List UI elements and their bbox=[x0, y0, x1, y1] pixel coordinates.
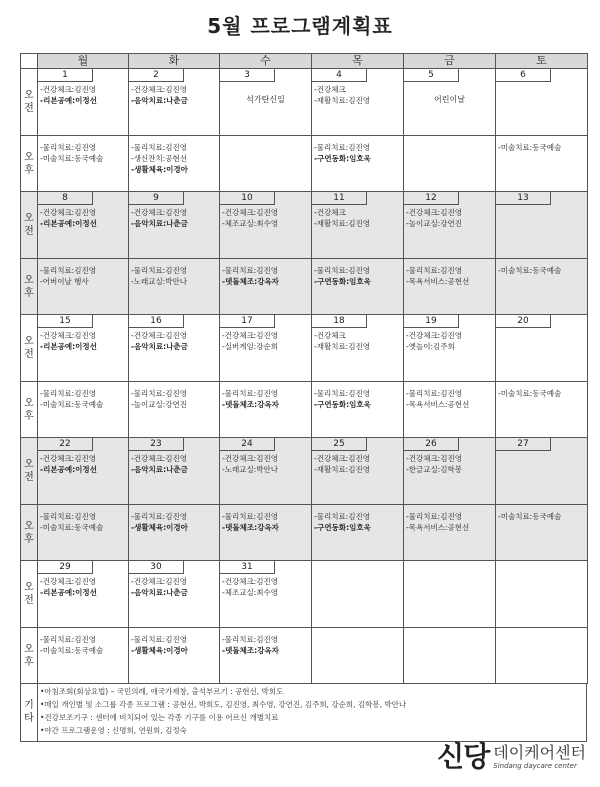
date-number: 26 bbox=[404, 438, 459, 451]
date-number: 29 bbox=[38, 561, 93, 574]
program-entry: -건강체크:김진영 bbox=[131, 577, 187, 586]
program-entry: -물리치료:김진영 bbox=[406, 389, 462, 398]
week-4-am-row bbox=[21, 438, 588, 505]
holiday-label: 어린이날 bbox=[434, 95, 465, 104]
schedule-cell bbox=[312, 561, 404, 628]
schedule-cell bbox=[38, 382, 129, 438]
schedule-cell bbox=[220, 628, 312, 684]
program-entry: -미술치료:동국예술 bbox=[498, 389, 562, 398]
program-entry: -물리치료:김진영 bbox=[406, 512, 462, 521]
program-entry: -리본공예:이정선 bbox=[40, 465, 97, 474]
program-entry: -건강체크:김진영 bbox=[222, 331, 278, 340]
program-entry: -물리치료:김진영 bbox=[40, 512, 96, 521]
corner-cell bbox=[21, 54, 38, 69]
date-number: 2 bbox=[129, 69, 184, 82]
program-entry: -건강체크 bbox=[314, 85, 346, 94]
program-entry: -뎃돌체조:강옥자 bbox=[222, 646, 279, 655]
program-entry: -건강체크:김진영 bbox=[314, 454, 370, 463]
date-number: 8 bbox=[38, 192, 93, 205]
program-entry: -음악치료:나춘금 bbox=[131, 588, 188, 597]
program-entry: -재활치료:김진영 bbox=[314, 465, 370, 474]
date-number: 17 bbox=[220, 315, 275, 328]
schedule-cell bbox=[496, 505, 588, 561]
program-entry: -건강체크 bbox=[314, 208, 346, 217]
week-3-pm-row bbox=[21, 382, 588, 438]
page-title: 5월 프로그램계획표 bbox=[207, 14, 393, 38]
program-entry: -물리치료:김진영 bbox=[40, 143, 96, 152]
schedule-cell bbox=[312, 69, 404, 136]
date-number: 19 bbox=[404, 315, 459, 328]
program-entry: -미술치료:동국예술 bbox=[40, 646, 104, 655]
program-entry: -옛놀이:김주희 bbox=[406, 342, 455, 351]
program-entry: -목욕서비스:공현선 bbox=[406, 277, 470, 286]
date-number: 12 bbox=[404, 192, 459, 205]
program-entry: -건강체크:김진영 bbox=[40, 331, 96, 340]
schedule-cell bbox=[496, 561, 588, 628]
schedule-cell bbox=[129, 382, 220, 438]
program-entry: -물리치료:김진영 bbox=[314, 389, 370, 398]
week-2-am-row bbox=[21, 192, 588, 259]
program-entry: -뎃돌체조:강옥자 bbox=[222, 277, 279, 286]
program-entry: -구연동화:임호욱 bbox=[314, 277, 371, 286]
program-entry: -노래교실:박안나 bbox=[131, 277, 187, 286]
program-entry: -음악치료:나춘금 bbox=[131, 96, 188, 105]
program-entry: -재활치료:김진영 bbox=[314, 342, 370, 351]
program-entry: -미술치료:동국예술 bbox=[498, 143, 562, 152]
program-entry: -건강체크:김진영 bbox=[40, 208, 96, 217]
notes-label: 기 타 bbox=[21, 683, 38, 741]
schedule-cell bbox=[129, 315, 220, 382]
day-header: 목 bbox=[312, 54, 404, 69]
note-line: •아침조회(회상요법) – 국민의례, 애국가제창, 출석부르기 : 공현선, 박희도 bbox=[40, 687, 284, 696]
schedule-cell bbox=[129, 136, 220, 192]
day-header-row bbox=[21, 54, 588, 69]
schedule-cell bbox=[38, 561, 129, 628]
date-number: 15 bbox=[38, 315, 93, 328]
program-entry: -뎃돌체조:강옥자 bbox=[222, 400, 279, 409]
schedule-cell bbox=[404, 628, 496, 684]
schedule-cell bbox=[496, 259, 588, 315]
period-label: 오 전 bbox=[21, 561, 38, 628]
schedule-cell bbox=[404, 192, 496, 259]
note-line: •건강보조기구 : 센터에 비치되어 있는 각종 기구를 이용 어르신 개별치료 bbox=[40, 713, 279, 722]
schedule-cell bbox=[220, 315, 312, 382]
schedule-cell bbox=[38, 438, 129, 505]
logo-main-text: 신당 bbox=[437, 740, 490, 773]
program-entry: -구연동화:임호욱 bbox=[314, 154, 371, 163]
program-entry: -물리치료:김진영 bbox=[222, 389, 278, 398]
date-number: 27 bbox=[496, 438, 551, 451]
schedule-cell bbox=[220, 505, 312, 561]
schedule-cell bbox=[312, 382, 404, 438]
schedule-cell bbox=[129, 438, 220, 505]
schedule-cell bbox=[38, 315, 129, 382]
date-number: 5 bbox=[404, 69, 459, 82]
program-entry: -건강체크:김진영 bbox=[131, 454, 187, 463]
schedule-cell bbox=[496, 628, 588, 684]
period-label: 오 전 bbox=[21, 192, 38, 259]
program-entry: -생활체육:이경아 bbox=[131, 646, 188, 655]
schedule-cell bbox=[220, 192, 312, 259]
program-entry: -건강체크:김진영 bbox=[131, 331, 187, 340]
schedule-cell bbox=[129, 561, 220, 628]
date-number: 9 bbox=[129, 192, 184, 205]
schedule-cell bbox=[404, 315, 496, 382]
schedule-table bbox=[20, 53, 588, 684]
period-label: 오 후 bbox=[21, 382, 38, 438]
schedule-cell bbox=[129, 505, 220, 561]
program-entry: -물리치료:김진영 bbox=[40, 389, 96, 398]
program-entry: -체조교실:최수영 bbox=[222, 588, 278, 597]
week-1-pm-row bbox=[21, 136, 588, 192]
program-entry: -구연동화:임호욱 bbox=[314, 400, 371, 409]
program-entry: -건강체크:김진영 bbox=[406, 331, 462, 340]
program-entry: -물리치료:김진영 bbox=[222, 512, 278, 521]
program-entry: -물리치료:김진영 bbox=[222, 635, 278, 644]
date-number: 10 bbox=[220, 192, 275, 205]
schedule-cell bbox=[220, 259, 312, 315]
holiday-label: 석가탄신일 bbox=[246, 95, 285, 104]
program-entry: -생신잔치:공현선 bbox=[131, 154, 187, 163]
day-header: 수 bbox=[220, 54, 312, 69]
date-number: 6 bbox=[496, 69, 551, 82]
program-entry: -뎃돌체조:강옥자 bbox=[222, 523, 279, 532]
schedule-cell bbox=[312, 505, 404, 561]
schedule-cell bbox=[312, 192, 404, 259]
period-label: 오 전 bbox=[21, 438, 38, 505]
notes-body bbox=[40, 685, 406, 737]
program-entry: -생활체육:이경아 bbox=[131, 165, 188, 174]
date-number: 13 bbox=[496, 192, 551, 205]
schedule-cell bbox=[404, 136, 496, 192]
schedule-cell bbox=[404, 259, 496, 315]
program-entry: -목욕서비스:공현선 bbox=[406, 400, 470, 409]
date-number: 16 bbox=[129, 315, 184, 328]
day-header: 토 bbox=[496, 54, 588, 69]
note-line: •야간 프로그램운영 : 신명희, 연원희, 김정숙 bbox=[40, 726, 187, 735]
schedule-cell bbox=[496, 382, 588, 438]
date-number: 11 bbox=[312, 192, 367, 205]
program-entry: -물리치료:김진영 bbox=[131, 389, 187, 398]
period-label: 오 후 bbox=[21, 628, 38, 684]
program-entry: -한글교실:김학봉 bbox=[406, 465, 462, 474]
notes-section bbox=[20, 683, 587, 742]
program-entry: -물리치료:김진영 bbox=[222, 266, 278, 275]
schedule-cell bbox=[312, 315, 404, 382]
logo-english-text: Sindang daycare center bbox=[493, 761, 577, 770]
schedule-cell bbox=[38, 628, 129, 684]
week-5-pm-row bbox=[21, 628, 588, 684]
program-entry: -건강체크:김진영 bbox=[40, 85, 96, 94]
program-entry: -건강체크:김진영 bbox=[131, 85, 187, 94]
schedule-cell bbox=[496, 192, 588, 259]
schedule-cell bbox=[38, 192, 129, 259]
program-entry: -리본공예:이정선 bbox=[40, 342, 97, 351]
schedule-cell bbox=[220, 438, 312, 505]
period-label: 오 전 bbox=[21, 69, 38, 136]
program-entry: -미술치료:동국예술 bbox=[40, 523, 104, 532]
schedule-cell bbox=[129, 628, 220, 684]
date-number: 23 bbox=[129, 438, 184, 451]
program-entry: -미술치료:동국예술 bbox=[40, 400, 104, 409]
schedule-cell bbox=[496, 136, 588, 192]
program-entry: -목욕서비스:공현선 bbox=[406, 523, 470, 532]
day-header: 금 bbox=[404, 54, 496, 69]
program-entry: -물리치료:김진영 bbox=[131, 143, 187, 152]
program-entry: -건강체크:김진영 bbox=[222, 454, 278, 463]
program-entry: -건강체크:김진영 bbox=[222, 577, 278, 586]
logo-sub-text: 데이케어센터 bbox=[493, 742, 586, 762]
program-entry: -물리치료:김진영 bbox=[40, 266, 96, 275]
schedule-cell bbox=[38, 505, 129, 561]
program-entry: -놀이교실:강연진 bbox=[406, 219, 462, 228]
day-header: 화 bbox=[129, 54, 220, 69]
schedule-cell bbox=[220, 382, 312, 438]
program-entry: -음악치료:나춘금 bbox=[131, 465, 188, 474]
week-1-am-row bbox=[21, 69, 588, 136]
schedule-cell bbox=[404, 438, 496, 505]
program-entry: -건강체크:김진영 bbox=[40, 454, 96, 463]
program-entry: -실버게임:강순희 bbox=[222, 342, 278, 351]
program-entry: -건강체크:김진영 bbox=[40, 577, 96, 586]
date-number: 30 bbox=[129, 561, 184, 574]
period-label: 오 후 bbox=[21, 505, 38, 561]
date-number: 31 bbox=[220, 561, 275, 574]
period-label: 오 전 bbox=[21, 315, 38, 382]
schedule-cell bbox=[404, 69, 496, 136]
schedule-cell bbox=[38, 136, 129, 192]
date-number: 4 bbox=[312, 69, 367, 82]
note-line: •매일 개인별 및 소그룹 각종 프로그램 : 공현선, 박희도, 김진영, 최수영, 강연진, 김주희, 강순희, 김학봉, 박안나 bbox=[40, 700, 407, 709]
schedule-cell bbox=[38, 69, 129, 136]
date-number: 24 bbox=[220, 438, 275, 451]
program-entry: -음악치료:나춘금 bbox=[131, 219, 188, 228]
date-number: 20 bbox=[496, 315, 551, 328]
day-header: 월 bbox=[38, 54, 129, 69]
program-entry: -건강체크:김진영 bbox=[406, 454, 462, 463]
program-entry: -음악치료:나춘금 bbox=[131, 342, 188, 351]
program-entry: -물리치료:김진영 bbox=[314, 266, 370, 275]
program-entry: -물리치료:김진영 bbox=[131, 512, 187, 521]
program-entry: -체조교실:최수영 bbox=[222, 219, 278, 228]
schedule-cell bbox=[129, 69, 220, 136]
schedule-cell bbox=[220, 136, 312, 192]
program-entry: -미술치료:동국예술 bbox=[498, 512, 562, 521]
program-entry: -노래교실:박안나 bbox=[222, 465, 278, 474]
program-entry: -구연동화:임호욱 bbox=[314, 523, 371, 532]
program-entry: -물리치료:김진영 bbox=[406, 266, 462, 275]
program-entry: -건강체크:김진영 bbox=[131, 208, 187, 217]
week-4-pm-row bbox=[21, 505, 588, 561]
center-logo bbox=[437, 742, 586, 772]
schedule-cell bbox=[312, 136, 404, 192]
date-number: 22 bbox=[38, 438, 93, 451]
program-entry: -어버이날 행사 bbox=[40, 277, 89, 286]
program-entry: -미술치료:동국예술 bbox=[40, 154, 104, 163]
program-entry: -건강체크 bbox=[314, 331, 346, 340]
week-3-am-row bbox=[21, 315, 588, 382]
date-number: 1 bbox=[38, 69, 93, 82]
schedule-cell bbox=[312, 628, 404, 684]
program-entry: -물리치료:김진영 bbox=[131, 635, 187, 644]
date-number: 25 bbox=[312, 438, 367, 451]
schedule-cell bbox=[404, 382, 496, 438]
program-entry: -리본공예:이정선 bbox=[40, 219, 97, 228]
date-number: 18 bbox=[312, 315, 367, 328]
program-entry: -리본공예:이정선 bbox=[40, 96, 97, 105]
week-5-am-row bbox=[21, 561, 588, 628]
schedule-cell bbox=[404, 505, 496, 561]
program-entry: -놀이교실:강연진 bbox=[131, 400, 187, 409]
week-2-pm-row bbox=[21, 259, 588, 315]
schedule-cell bbox=[220, 561, 312, 628]
program-entry: -건강체크:김진영 bbox=[406, 208, 462, 217]
schedule-cell bbox=[220, 69, 312, 136]
schedule-cell bbox=[496, 69, 588, 136]
schedule-cell bbox=[38, 259, 129, 315]
date-number: 3 bbox=[220, 69, 275, 82]
program-entry: -건강체크:김진영 bbox=[222, 208, 278, 217]
schedule-cell bbox=[312, 259, 404, 315]
period-label: 오 후 bbox=[21, 259, 38, 315]
program-entry: -미술치료:동국예술 bbox=[498, 266, 562, 275]
program-entry: -생활체육:이경아 bbox=[131, 523, 188, 532]
schedule-cell bbox=[129, 192, 220, 259]
schedule-cell bbox=[496, 438, 588, 505]
program-entry: -물리치료:김진영 bbox=[40, 635, 96, 644]
schedule-cell bbox=[496, 315, 588, 382]
schedule-cell bbox=[312, 438, 404, 505]
program-entry: -재활치료:김진영 bbox=[314, 219, 370, 228]
program-entry: -물리치료:김진영 bbox=[131, 266, 187, 275]
schedule-cell bbox=[404, 561, 496, 628]
schedule-cell bbox=[129, 259, 220, 315]
program-entry: -물리치료:김진영 bbox=[314, 512, 370, 521]
period-label: 오 후 bbox=[21, 136, 38, 192]
program-entry: -리본공예:이정선 bbox=[40, 588, 97, 597]
program-entry: -재활치료:김진영 bbox=[314, 96, 370, 105]
program-entry: -물리치료:김진영 bbox=[314, 143, 370, 152]
